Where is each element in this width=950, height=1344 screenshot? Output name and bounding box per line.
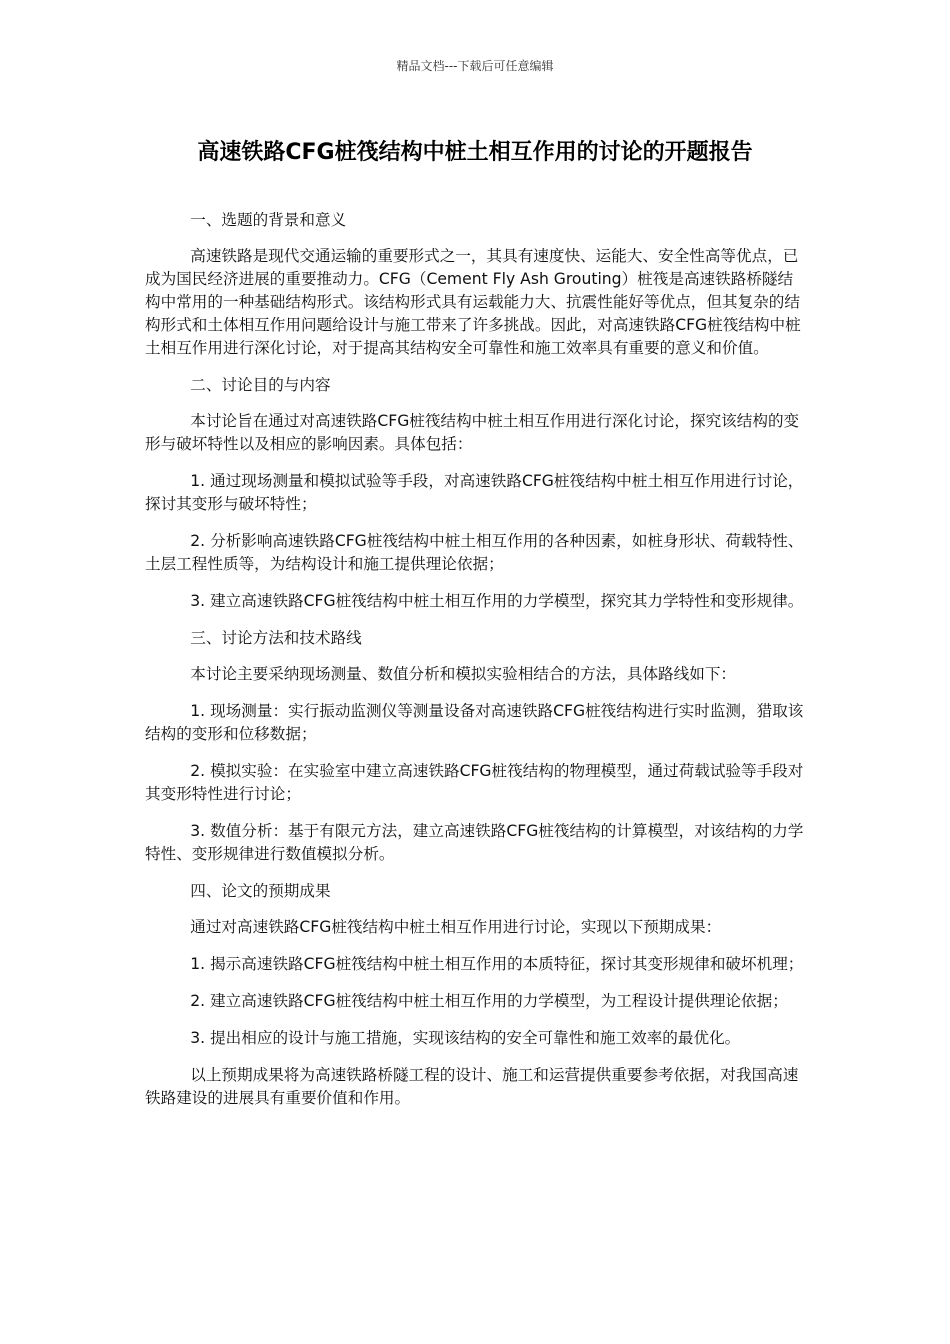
list-item-objective-1: 1. 通过现场测量和模拟试验等手段，对高速铁路CFG桩筏结构中桩土相互作用进行讨论，探讨其变形与破坏特性；	[145, 472, 804, 513]
paragraph-methods-intro: 本讨论主要采纳现场测量、数值分析和模拟实验相结合的方法，具体路线如下：	[190, 665, 737, 683]
paragraph-objectives-intro: 本讨论旨在通过对高速铁路CFG桩筏结构中桩土相互作用进行深化讨论，探究该结构的变形与破坏特性以及相应的影响因素。具体包括：	[145, 412, 800, 453]
list-item-outcome-2: 2. 建立高速铁路CFG桩筏结构中桩土相互作用的力学模型，为工程设计提供理论依据；	[190, 992, 788, 1010]
document-title: 高速铁路CFG桩筏结构中桩土相互作用的讨论的开题报告	[197, 140, 753, 165]
list-item-objective-3: 3. 建立高速铁路CFG桩筏结构中桩土相互作用的力学模型，探究其力学特性和变形规律。	[190, 592, 804, 610]
list-item-outcome-3: 3. 提出相应的设计与施工措施，实现该结构的安全可靠性和施工效率的最优化。	[190, 1029, 741, 1047]
list-item-objective-2: 2. 分析影响高速铁路CFG桩筏结构中桩土相互作用的各种因素，如桩身形状、荷载特性、土层工程性质等，为结构设计和施工提供理论依据；	[145, 532, 804, 573]
section-heading-objectives: 二、讨论目的与内容	[190, 376, 331, 394]
list-item-method-1: 1. 现场测量：实行振动监测仪等测量设备对高速铁路CFG桩筏结构进行实时监测，猎取该结构的变形和位移数据；	[145, 702, 804, 743]
list-item-outcome-1: 1. 揭示高速铁路CFG桩筏结构中桩土相互作用的本质特征，探讨其变形规律和破坏机理；	[190, 955, 804, 973]
header-note: 精品文档---下载后可任意编辑	[396, 59, 554, 73]
list-item-method-3: 3. 数值分析：基于有限元方法，建立高速铁路CFG桩筏结构的计算模型，对该结构的力学特性、变形规律进行数值模拟分析。	[145, 822, 804, 863]
section-heading-outcomes: 四、论文的预期成果	[190, 882, 331, 900]
list-item-method-2: 2. 模拟实验：在实验室中建立高速铁路CFG桩筏结构的物理模型，通过荷载试验等手段对其变形特性进行讨论；	[145, 762, 804, 803]
paragraph-outcomes-intro: 通过对高速铁路CFG桩筏结构中桩土相互作用进行讨论，实现以下预期成果：	[190, 918, 722, 936]
paragraph-background: 高速铁路是现代交通运输的重要形式之一，其具有速度快、运能大、安全性高等优点，已成为国民经济进展的重要推动力。CFG（Cement Fly Ash Grouting）桩筏是高速铁路桥隧结构中常用的一种基础结构形式。该结构形式具有运载能力大、抗震性能好等优点，但其复杂的结构形式和土体相互作用问题给设计与施工带来了许多挑战。因此，对高速铁路CFG桩筏结构中桩土相互作用进行深化讨论，对于提高其结构安全可靠性和施工效率具有重要的意义和价值。	[145, 247, 801, 357]
section-heading-methods: 三、讨论方法和技术路线	[190, 629, 362, 647]
paragraph-outcomes-conclusion: 以上预期成果将为高速铁路桥隧工程的设计、施工和运营提供重要参考依据，对我国高速铁路建设的进展具有重要价值和作用。	[145, 1066, 799, 1107]
document-body	[145, 209, 805, 1124]
section-heading-background: 一、选题的背景和意义	[190, 211, 347, 229]
